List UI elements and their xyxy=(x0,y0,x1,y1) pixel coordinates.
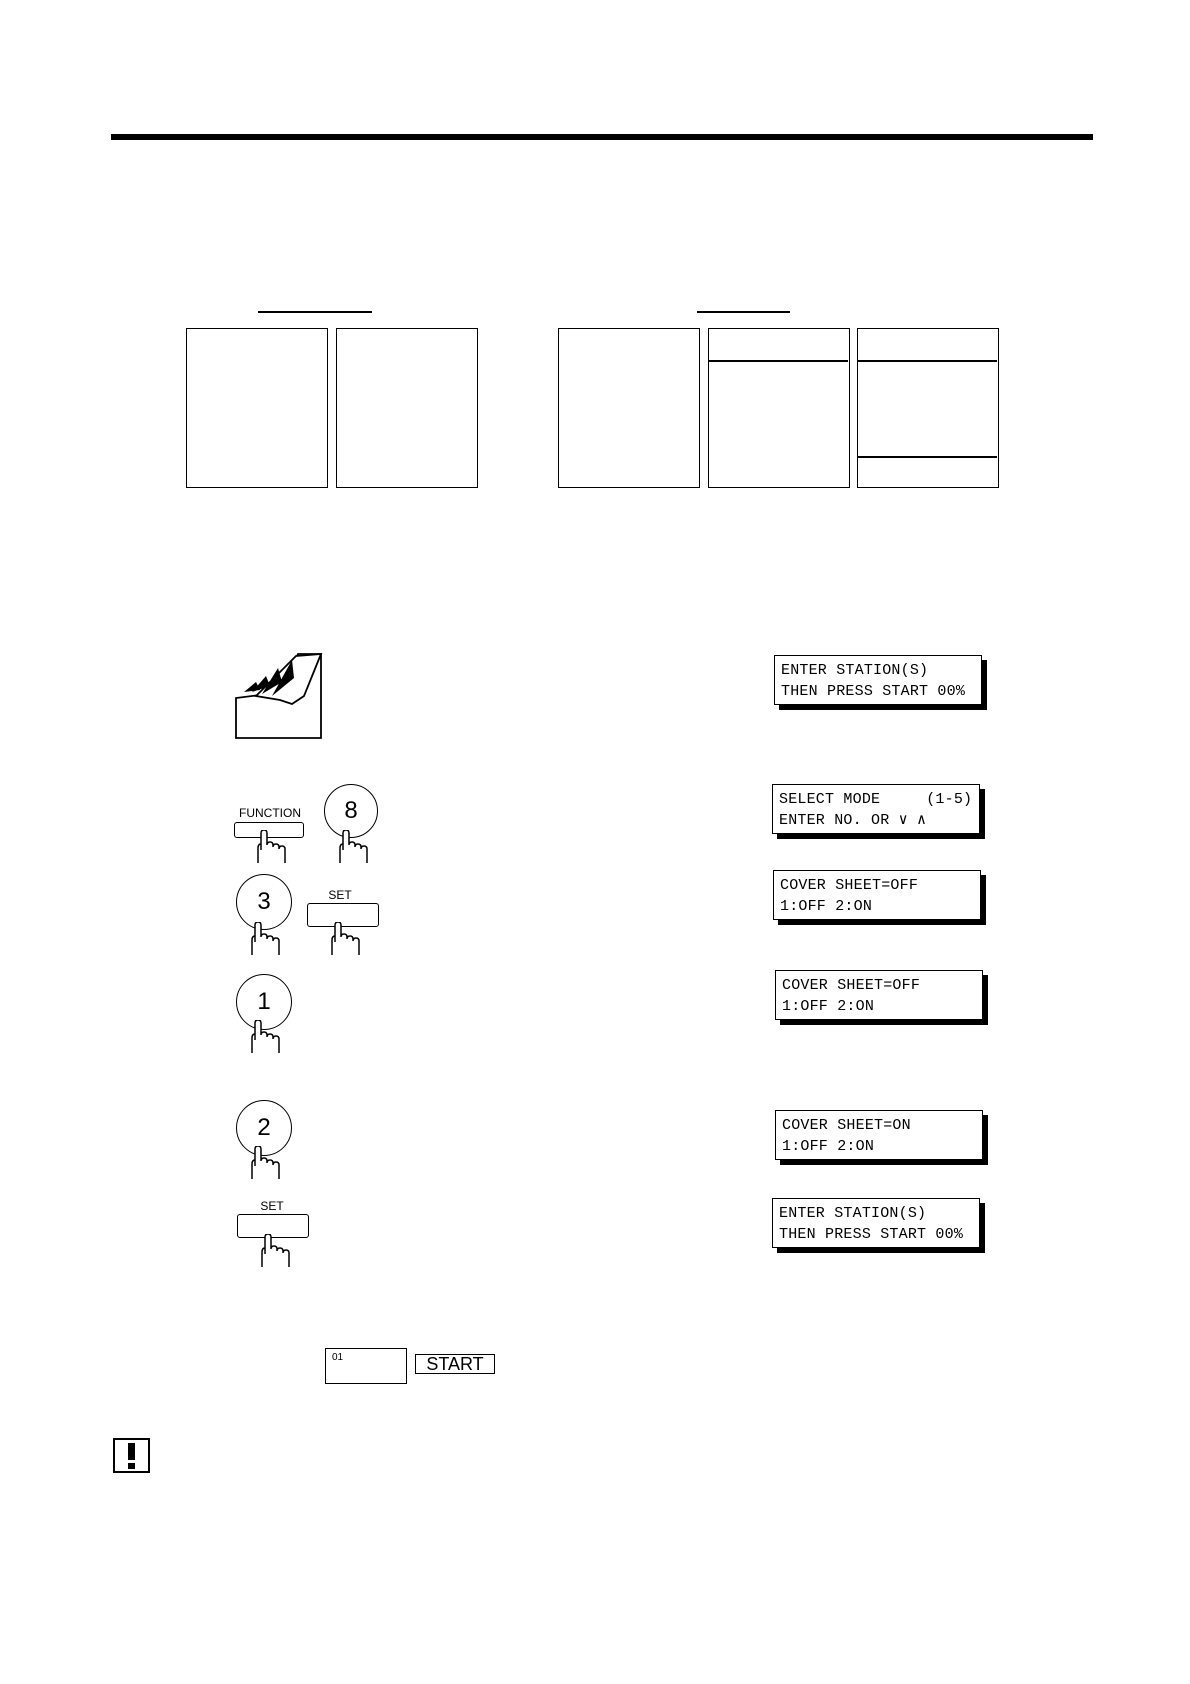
cover-header-line xyxy=(858,360,997,362)
lcd-display-1 xyxy=(774,655,990,711)
document-icon xyxy=(234,652,324,740)
key-3-button[interactable]: 3 xyxy=(236,874,292,930)
finger-press-icon xyxy=(256,1234,292,1270)
key-2-button[interactable]: 2 xyxy=(236,1100,292,1156)
lcd-line-2: THEN PRESS START 00% xyxy=(781,683,966,700)
cover-footer-line xyxy=(858,456,997,458)
finger-press-icon xyxy=(246,922,282,958)
sheet-diagram-right-2 xyxy=(708,328,850,488)
key-1-button[interactable]: 1 xyxy=(236,974,292,1030)
one-touch-label: 01 xyxy=(332,1352,344,1363)
sheet-diagram-cover xyxy=(857,328,999,488)
lcd-line-1: COVER SHEET=OFF xyxy=(782,977,921,994)
lcd-line-2: 1:OFF 2:ON xyxy=(780,898,873,915)
finger-press-icon xyxy=(246,1146,282,1182)
start-button[interactable]: START xyxy=(415,1354,495,1374)
lcd-line-2: 1:OFF 2:ON xyxy=(782,998,875,1015)
set-key-label: SET xyxy=(328,888,352,902)
lcd-line-2: 1:OFF 2:ON xyxy=(782,1138,875,1155)
lcd-line-1: COVER SHEET=ON xyxy=(782,1117,911,1134)
lcd-display-2 xyxy=(772,784,988,840)
finger-press-icon xyxy=(252,830,288,866)
finger-press-icon xyxy=(326,922,362,958)
sheet-diagram-right-1 xyxy=(558,328,700,488)
function-key-label: FUNCTION xyxy=(239,806,301,820)
lcd-line-1: SELECT MODE (1-5) xyxy=(779,791,973,808)
key-8-button[interactable]: 8 xyxy=(324,784,378,838)
sheet-diagram-left-2 xyxy=(336,328,478,488)
lcd-display-5 xyxy=(775,1110,991,1166)
finger-press-icon xyxy=(334,830,370,866)
header-rule xyxy=(111,134,1093,140)
finger-press-icon xyxy=(246,1020,282,1056)
lcd-line-2: ENTER NO. OR ∨ ∧ xyxy=(779,812,927,829)
sheet-diagram-left-1 xyxy=(186,328,328,488)
lcd-display-6 xyxy=(772,1198,988,1254)
exclamation-note-icon xyxy=(113,1438,150,1473)
lcd-line-1: ENTER STATION(S) xyxy=(781,662,929,679)
lcd-display-4 xyxy=(775,970,991,1026)
diagram-heading-underline-left xyxy=(258,311,372,313)
one-touch-key-01[interactable] xyxy=(325,1348,407,1384)
lcd-line-2: THEN PRESS START 00% xyxy=(779,1226,964,1243)
lcd-line-1: ENTER STATION(S) xyxy=(779,1205,927,1222)
diagram-heading-underline-right xyxy=(697,311,790,313)
set-key-label: SET xyxy=(260,1199,284,1213)
sheet-header-line xyxy=(709,360,848,362)
lcd-display-3 xyxy=(773,870,989,926)
lcd-line-1: COVER SHEET=OFF xyxy=(780,877,919,894)
